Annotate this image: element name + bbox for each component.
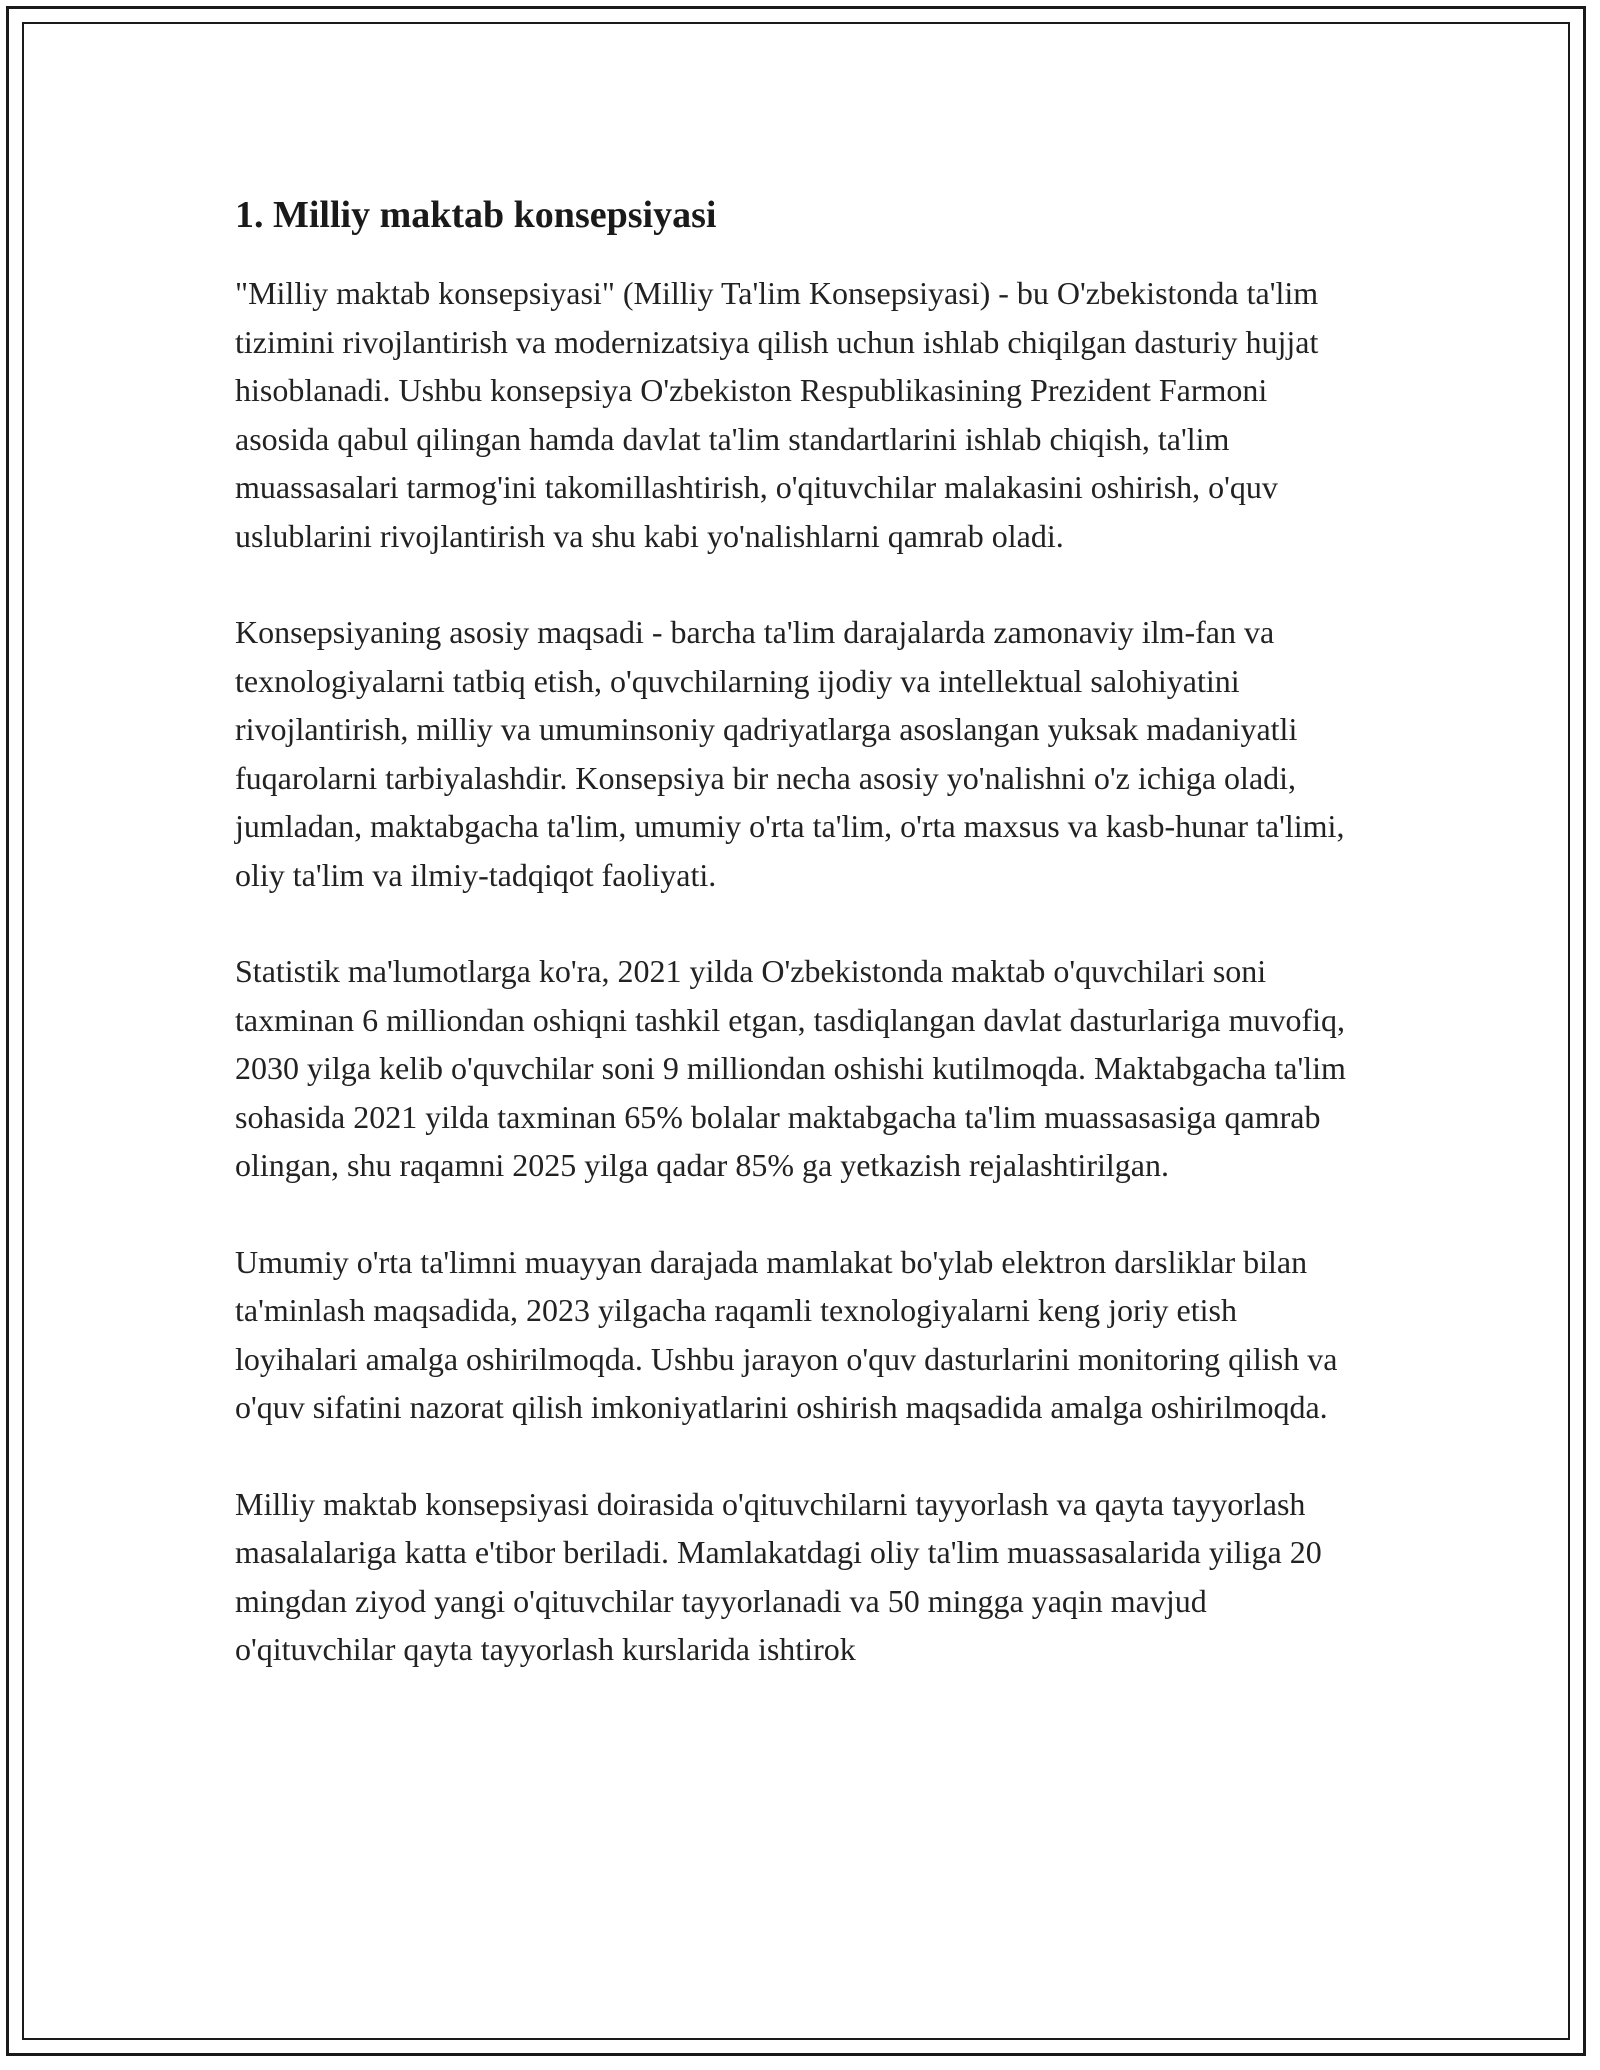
paragraph-1: "Milliy maktab konsepsiyasi" (Milliy Ta'lim Konsepsiyasi) - bu O'zbekistonda ta'lim tizimini rivojlantirish va modernizatsiya qilish uchun ishlab chiqilgan dasturiy hujjat hisoblanadi. Ushbu konsepsiya O'zbekiston Respublikasining Prezident Farmoni asosida qabul qilingan hamda davlat ta'lim standartlarini ishlab chiqish, ta'lim muassasalari tarmog'ini takomillashtirish, o'qituvchilar malakasini oshirish, o'quv uslublarini rivojlantirish va shu kabi yo'nalishlarni qamrab oladi. xyxy=(235,275,1319,554)
section-heading: 1. Milliy maktab konsepsiyasi xyxy=(235,194,717,236)
paragraph-5: Milliy maktab konsepsiyasi doirasida o'qituvchilarni tayyorlash va qayta tayyorlash masalalariga katta e'tibor beriladi. Mamlakatdagi oliy ta'lim muassasalarida yiliga 20 mingdan ziyod yangi o'qituvchilar tayyorlanadi va 50 mingga yaqin mavjud o'qituvchilar qayta tayyorlash kurslarida ishtirok xyxy=(235,1485,1322,1667)
document-body xyxy=(235,185,1365,1722)
paragraph-3: Statistik ma'lumotlarga ko'ra, 2021 yilda O'zbekistonda maktab o'quvchilari soni taxminan 6 milliondan oshiqni tashkil etgan, tasdiqlangan davlat dasturlariga muvofiq, 2030 yilga kelib o'quvchilar soni 9 milliondan oshishi kutilmoqda. Maktabgacha ta'lim sohasida 2021 yilda taxminan 65% bolalar maktabgacha ta'lim muassasasiga qamrab olingan, shu raqamni 2025 yilga qadar 85% ga yetkazish rejalashtirilgan. xyxy=(235,953,1346,1183)
paragraph-4: Umumiy o'rta ta'limni muayyan darajada mamlakat bo'ylab elektron darsliklar bilan ta'minlash maqsadida, 2023 yilgacha raqamli texnologiyalarni keng joriy etish loyihalari amalga oshirilmoqda. Ushbu jarayon o'quv dasturlarini monitoring qilish va o'quv sifatini nazorat qilish imkoniyatlarini oshirish maqsadida amalga oshirilmoqda. xyxy=(235,1243,1338,1425)
paragraph-2: Konsepsiyaning asosiy maqsadi - barcha ta'lim darajalarda zamonaviy ilm-fan va texnologiyalarni tatbiq etish, o'quvchilarning ijodiy va intellektual salohiyatini rivojlantirish, milliy va umuminsoniy qadriyatlarga asoslangan yuksak madaniyatli fuqarolarni tarbiyalashdir. Konsepsiya bir necha asosiy yo'nalishni o'z ichiga oladi, jumladan, maktabgacha ta'lim, umumiy o'rta ta'lim, o'rta maxsus va kasb-hunar ta'limi, oliy ta'lim va ilmiy-tadqiqot faoliyati. xyxy=(235,614,1345,893)
